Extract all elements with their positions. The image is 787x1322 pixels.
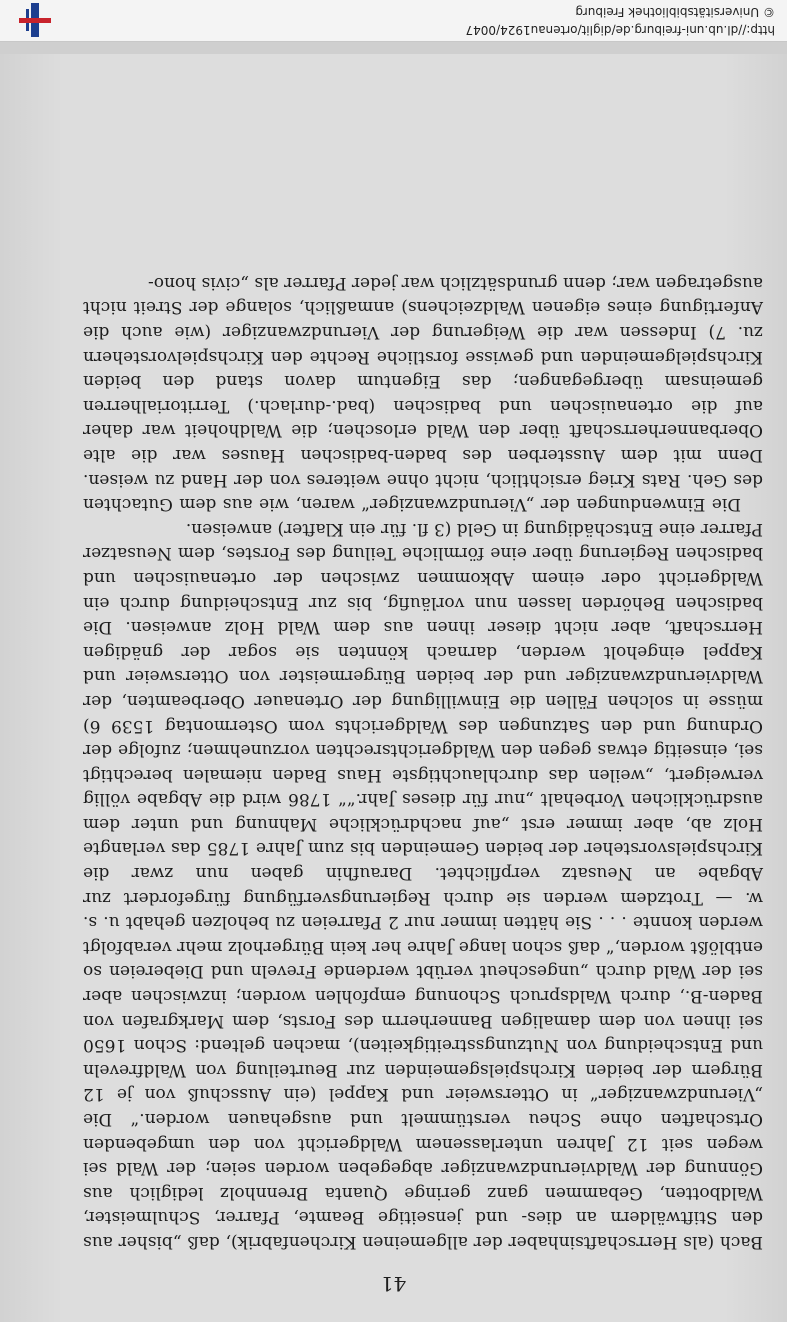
paragraph-1: Bach (als Herrschaftsinhaber der allgemeinen Kirchenfabrik), daß „bisher aus den Stiftwäldern an dies- und jenseitige Beamte, Pfarrer, Schulmeister, Waldbotten, Gebammen ganz geringe Quanta Brennholz lediglich aus Gönnung der Waldvierundzwanziger abgegeben worden seien; der Wald sei wegen seit 12 Jahren unterlassenem Waldgericht von den umgebenden Ortschaften ohne Scheu verstümmelt und ausgehauen worden.“ Die „Vierundzwanziger“ in Ottersweier und Kappel (ein Ausschuß von je 12 Bürgern der beiden Kirchspielsgemeinden zur Beurteilung von Waldfreveln und Entscheidung von Nutzungsstreitigkeiten), machen geltend: Schon 1650 sei ihnen von dem damaligen Bannerherrn des Forsts, dem Markgrafen von Baden-B., durch Waldspruch Schonung empfohlen worden; inzwischen aber sei der Wald durch „ungescheut verübt werdende Freveln und Diebereien so entblößt worden,“ daß schon lange Jahre her kein Bürgerholz mehr verabfolgt werden konnte . . . Sie hätten immer nur 2 Pfarreien zu beholzen gehabt u. s. w. — Trotzdem werden sie durch Regierungsverfügung fürgefordert zur Abgabe an Neusatz verpflichtet. Daraufhin gaben nun zwar die Kirchspielsvorsteher der beiden Gemeinden bis zum Jahre 1785 das verlangte Holz ab, aber immer erst „auf nachdrückliche Mahnung und unter dem ausdrücklichen Vorbehalt „nur für dieses Jahr.““ 1786 wird die Abgabe völlig verweigert, „weilen das durchlauchtigste Haus Baden niemalen berechtigt sei, einseitig etwas gegen den Waldgerichtsrechten vorzunehmen; zufolge der Ordnung und den Satzungen des Waldgerichts vom Ostermontag 1539 6) müsse in solchen Fällen die Einwilligung der Ortenauer Oberbeamten, der Waldvierundzwanziger und der beiden Bürgermeister von Ottersweier und Kappel eingeholt werden, darnach könnten sie sogar der gnädigen Herrschaft, aber nicht dieser ihnen aus dem Wald Holz anweisen. Die badischen Behörden lassen nun vorläufig, bis zur Entscheidung durch ein Waldgericht oder einem Abkommen zwischen der ortenauischen und badischen Regierung über eine förmliche Teilung des Forstes, dem Neusatzer Pfarrer eine Entschädigung in Geld (3 fl. für ein Klafter) anweisen. (83, 518, 763, 1252)
page-body-text (83, 270, 763, 1254)
scanned-page (0, 42, 787, 1322)
university-logo-icon (13, 1, 53, 39)
footer-url[interactable]: http://dl.ub.uni-freiburg.de/diglit/ortenau1924/0047 (465, 23, 775, 37)
page-number: 41 (380, 1272, 407, 1296)
paragraph-2: Die Einwendungen der „Vierundzwanziger“ waren, wie aus dem Gutachten des Geh. Rats Krieg ersichtlich, nicht ohne weiteres von der Hand zu weisen. Denn mit dem Aussterben des baden-badischen Hauses war die alte Oberbannerherrschaft über den Wald erloschen; die Waldhoheit war daher auf die ortenauischen und badischen (bad.-durlach.) Territorialherren gemeinsam übergegangen; das Eigentum davon stand den beiden Kirchspielgemeinden und gewisse forstliche Rechte den Kirchspielvorstehern zu. 7) Indessen war die Weigerung der Vierundzwanziger (wie auch die Anfertigung eines eigenen Waldzeichens) anmaßlich, solange der Streit nicht ausgetragen war; denn grundsätzlich war jeder Pfarrer als „civis hono- (83, 272, 763, 515)
footer-credit: © Universitätsbibliothek Freiburg (575, 5, 775, 19)
footer-bar (0, 0, 787, 42)
page-edge (0, 42, 787, 54)
